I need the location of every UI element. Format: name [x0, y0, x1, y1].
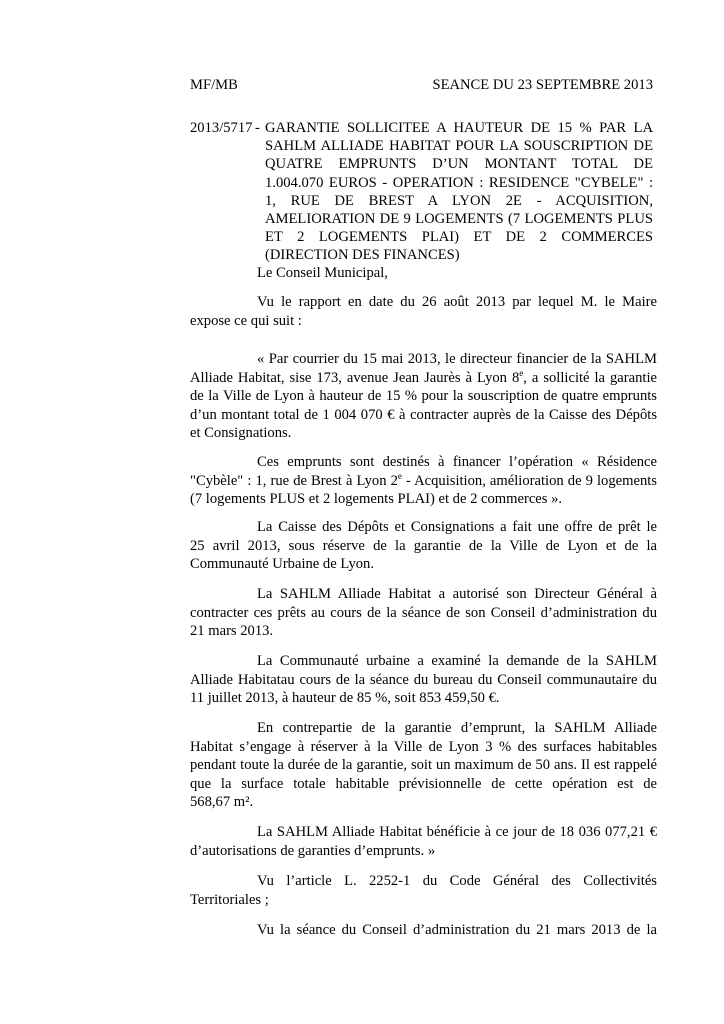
paragraph-communaute — [190, 652, 657, 708]
paragraph-line: Vu la séance du Conseil d’administration du 21 mars 2013 de la — [257, 922, 657, 938]
subject-line: GARANTIE SOLLICITEE A HAUTEUR DE 15 % PAR LA — [265, 120, 653, 136]
paragraph-line: La SAHLM Alliade Habitat a autorisé son Directeur Général à — [257, 586, 657, 602]
paragraph-line-part: , a sollicité la garantie — [523, 369, 657, 386]
paragraph-line-part: - Acquisition, amélioration de 9 logements — [401, 472, 657, 489]
paragraph-line: Communauté Urbaine de Lyon. — [190, 556, 375, 572]
paragraph-line: contracter ces prêts au cours de la séance de son Conseil d’administration du — [190, 604, 657, 621]
paragraph-line-part: "Cybèle" : 1, rue de Brest à Lyon 2 — [190, 472, 398, 489]
paragraph-line — [190, 472, 657, 491]
paragraph-line: Alliade Habitatau cours de la séance du bureau du Conseil communautaire du — [190, 671, 657, 688]
deliberation-subject — [265, 119, 653, 265]
paragraph-line: et Consignations. — [190, 425, 292, 441]
paragraph-guarantees — [190, 823, 657, 860]
paragraph-line: Vu le rapport en date du 26 août 2013 par lequel M. le Maire — [257, 294, 657, 310]
paragraph-line: La Communauté urbaine a examiné la demande de la SAHLM — [257, 653, 657, 669]
subject-line: QUATRE EMPRUNTS D’UN MONTANT TOTAL DE — [265, 156, 653, 173]
paragraph-line: d’autorisations de garanties d’emprunts. » — [190, 842, 436, 859]
paragraph-line: Territoriales ; — [190, 891, 269, 908]
paragraph-line: que la surface totale habitable prévisionnelle de cette opération est de — [190, 775, 657, 792]
subject-line: (DIRECTION DES FINANCES) — [265, 247, 460, 264]
paragraph-line: Vu l’article L. 2252-1 du Code Général des Collectivités — [257, 873, 657, 889]
paragraph-line: « Par courrier du 15 mai 2013, le directeur financier de la SAHLM — [257, 351, 657, 367]
subject-line: ET 2 LOGEMENTS PLAI) ET DE 2 COMMERCES — [265, 229, 653, 246]
paragraph-request — [190, 350, 657, 443]
paragraph-line: 11 juillet 2013, à hauteur de 85 %, soit 853 459,50 €. — [190, 690, 500, 706]
paragraph-line-part: Alliade Habitat, sise 173, avenue Jean Jaurès à Lyon 8 — [190, 369, 520, 386]
deliberation-dash: - — [255, 120, 260, 136]
paragraph-line: En contrepartie de la garantie d’emprunt, la SAHLM Alliade — [257, 720, 657, 736]
paragraph-counterpart — [190, 719, 657, 812]
paragraph-line: 568,67 m². — [190, 794, 254, 810]
paragraph-line: expose ce qui suit : — [190, 312, 302, 329]
paragraph-board-session — [190, 921, 657, 940]
paragraph-report — [190, 293, 657, 330]
paragraph-line: Habitat s’engage à réserver à la Ville de Lyon 3 % des surfaces habitables — [190, 738, 657, 755]
paragraph-line: 25 avril 2013, sous réserve de la garantie de la Ville de Lyon et de la — [190, 537, 657, 554]
session-date: SEANCE DU 23 SEPTEMBRE 2013 — [432, 77, 653, 93]
paragraph-line: La SAHLM Alliade Habitat bénéficie à ce jour de 18 036 077,21 € — [257, 824, 657, 840]
subject-line: 1, RUE DE BREST A LYON 2E - ACQUISITION, — [265, 192, 653, 209]
paragraph-line: d’un montant total de 1 004 070 € à contracter auprès de la Caisse des Dépôts — [190, 406, 657, 423]
paragraph-line: pendant toute la durée de la garantie, soit un maximum de 50 ans. Il est rappelé — [190, 757, 657, 773]
paragraph-line — [190, 369, 657, 388]
paragraph-line: (7 logements PLUS et 2 logements PLAI) et de 2 commerces ». — [190, 491, 563, 507]
paragraph-loan-offer — [190, 518, 657, 574]
superscript: e — [397, 470, 402, 481]
subject-line: AMELIORATION DE 9 LOGEMENTS (7 LOGEMENTS PLUS — [265, 211, 653, 228]
superscript: e — [519, 367, 524, 378]
salutation: Le Conseil Municipal, — [257, 265, 388, 281]
paragraph-legal-reference — [190, 872, 657, 909]
author-initials: MF/MB — [190, 77, 238, 93]
paragraph-line: Ces emprunts sont destinés à financer l’opération « Résidence — [257, 454, 657, 470]
paragraph-line: La Caisse des Dépôts et Consignations a fait une offre de prêt le — [257, 519, 657, 535]
subject-line: SAHLM ALLIADE HABITAT POUR LA SOUSCRIPTION DE — [265, 138, 653, 155]
paragraph-operation — [190, 453, 657, 509]
paragraph-line: de la Ville de Lyon à hauteur de 15 % pour la souscription de quatre emprunts — [190, 388, 657, 404]
subject-line: 1.004.070 EUROS - OPERATION : RESIDENCE "CYBELE" : — [265, 174, 653, 191]
deliberation-number: 2013/5717 — [190, 120, 253, 136]
paragraph-authorization — [190, 585, 657, 641]
paragraph-line: 21 mars 2013. — [190, 623, 274, 639]
